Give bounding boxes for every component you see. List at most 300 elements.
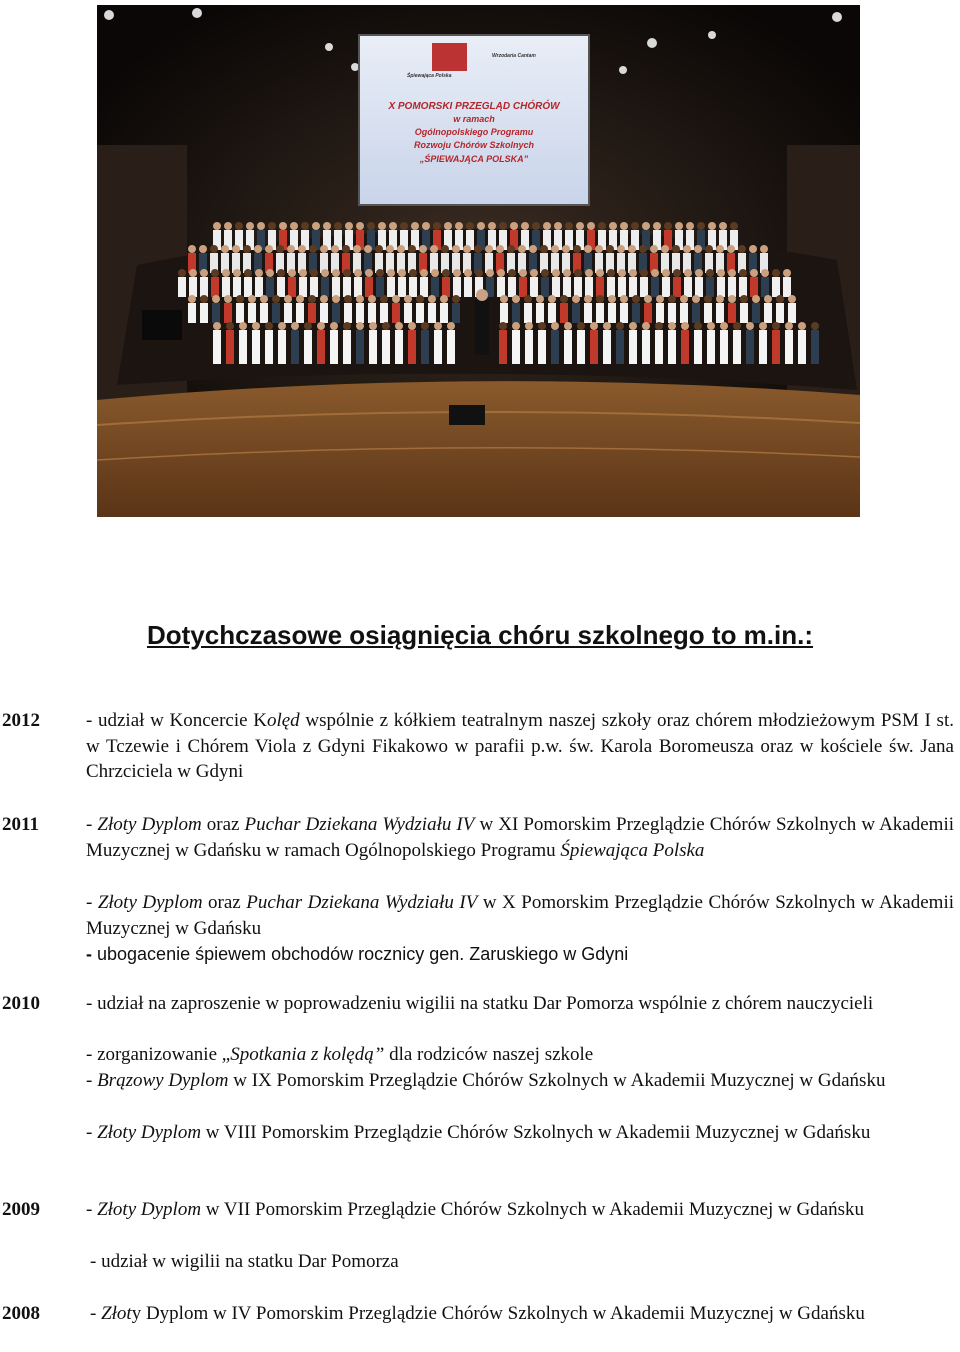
singer-figure xyxy=(776,303,784,323)
singer-head xyxy=(320,245,328,253)
singer-head xyxy=(422,222,430,230)
singer-figure xyxy=(783,277,791,297)
singer-head xyxy=(278,322,286,330)
singer-head xyxy=(727,245,735,253)
singer-figure xyxy=(720,330,728,364)
singer-head xyxy=(323,222,331,230)
singer-figure xyxy=(629,277,637,297)
singer-head xyxy=(287,245,295,253)
singer-figure xyxy=(552,277,560,297)
singer-head xyxy=(708,222,716,230)
singer-figure xyxy=(572,303,580,323)
achievement-text: dla rodziców naszej szkole xyxy=(384,1044,594,1065)
achievement-text: - xyxy=(86,814,98,835)
achievement-item xyxy=(86,1120,954,1146)
singer-head xyxy=(739,269,747,277)
singer-head xyxy=(398,269,406,277)
singer-head xyxy=(662,269,670,277)
singer-figure xyxy=(759,330,767,364)
singer-head xyxy=(650,245,658,253)
singer-head xyxy=(577,322,585,330)
singer-figure xyxy=(330,330,338,364)
singer-head xyxy=(334,222,342,230)
singer-figure xyxy=(332,277,340,297)
singer-head xyxy=(518,245,526,253)
singer-head xyxy=(477,222,485,230)
achievement-text: - xyxy=(86,1070,98,1091)
singer-head xyxy=(716,245,724,253)
singer-head xyxy=(367,222,375,230)
singer-head xyxy=(584,245,592,253)
singer-head xyxy=(521,222,529,230)
achievement-emphasis: Złoty Dyplom xyxy=(97,814,202,835)
singer-figure xyxy=(548,303,556,323)
singer-head xyxy=(310,269,318,277)
singer-figure xyxy=(620,303,628,323)
singer-figure xyxy=(365,277,373,297)
achievement-text: - udział w Koncercie K xyxy=(86,710,267,731)
singer-figure xyxy=(764,303,772,323)
singer-head xyxy=(260,295,268,303)
singer-head xyxy=(603,322,611,330)
singer-figure xyxy=(296,303,304,323)
singer-head xyxy=(639,245,647,253)
singer-head xyxy=(694,245,702,253)
singer-head xyxy=(309,245,317,253)
achievement-text: w IX Pomorskim Przeglądzie Chórów Szkolnych w Akademii Muzycznej w Gdańsku xyxy=(228,1070,886,1091)
singer-figure xyxy=(603,330,611,364)
achievement-text: - xyxy=(90,1303,102,1324)
concert-hall-illustration xyxy=(97,5,860,517)
singer-head xyxy=(675,222,683,230)
singer-figure xyxy=(408,330,416,364)
singer-head xyxy=(642,322,650,330)
singer-head xyxy=(226,322,234,330)
singer-head xyxy=(499,222,507,230)
singer-head xyxy=(740,295,748,303)
singer-head xyxy=(475,269,483,277)
singer-head xyxy=(365,269,373,277)
singer-head xyxy=(684,269,692,277)
singer-head xyxy=(738,245,746,253)
singer-figure xyxy=(642,330,650,364)
singer-head xyxy=(661,245,669,253)
singer-figure xyxy=(288,277,296,297)
singer-head xyxy=(525,322,533,330)
screen-logo-left: Śpiewająca Polska xyxy=(407,73,452,79)
singer-head xyxy=(694,322,702,330)
singer-head xyxy=(298,245,306,253)
singer-figure xyxy=(343,330,351,364)
singer-head xyxy=(707,322,715,330)
singer-head xyxy=(692,295,700,303)
singer-figure xyxy=(236,303,244,323)
singer-head xyxy=(618,269,626,277)
achievement-text: wspólnie z kółkiem teatralnym naszej szkoły oraz chórem młodzieżowym PSM I st. w Tczewie i Chórem Viola z Gdyni Fikakowo w parafii p.w. św. Karola Boromeusza oraz w kościele św. Jana Chrzciciela w Gdyni xyxy=(86,710,954,782)
singer-figure xyxy=(788,303,796,323)
singer-head xyxy=(452,295,460,303)
singer-head xyxy=(345,222,353,230)
singer-figure xyxy=(368,303,376,323)
achievement-text: - xyxy=(86,1199,98,1220)
singer-figure xyxy=(447,330,455,364)
singer-figure xyxy=(692,303,700,323)
year-label: 2011 xyxy=(2,814,39,835)
singer-head xyxy=(397,245,405,253)
achievement-item xyxy=(90,1249,958,1275)
achievement-text: - udział w wigilii na statku Dar Pomorza xyxy=(90,1251,399,1272)
singer-head xyxy=(730,222,738,230)
singer-figure xyxy=(607,277,615,297)
singer-head xyxy=(590,322,598,330)
singer-figure xyxy=(728,277,736,297)
singer-head xyxy=(719,222,727,230)
achievement-emphasis: olęd xyxy=(266,710,300,731)
achievement-emphasis: Złoty Dyplom xyxy=(97,892,203,913)
achievement-text: w VIII Pomorskim Przeglądzie Chórów Szkolnych w Akademii Muzycznej w Gdańsku xyxy=(201,1122,871,1143)
singer-head xyxy=(244,269,252,277)
singer-head xyxy=(616,322,624,330)
singer-head xyxy=(200,295,208,303)
singer-figure xyxy=(680,303,688,323)
singer-head xyxy=(380,295,388,303)
singer-head xyxy=(308,295,316,303)
singer-head xyxy=(631,222,639,230)
singer-figure xyxy=(277,277,285,297)
singer-head xyxy=(331,245,339,253)
singer-figure xyxy=(387,277,395,297)
achievement-item xyxy=(86,1042,954,1068)
singer-figure xyxy=(453,277,461,297)
singer-head xyxy=(276,245,284,253)
achievement-text: ubogacenie śpiewem obchodów rocznicy gen. Zaruskiego w Gdyni xyxy=(97,944,629,964)
singer-head xyxy=(538,322,546,330)
singer-head xyxy=(474,245,482,253)
singer-head xyxy=(572,295,580,303)
singer-head xyxy=(353,245,361,253)
singer-head xyxy=(629,322,637,330)
achievement-text: - xyxy=(86,892,98,913)
singer-head xyxy=(344,295,352,303)
singer-figure xyxy=(398,277,406,297)
singer-head xyxy=(369,322,377,330)
singer-figure xyxy=(272,303,280,323)
singer-figure xyxy=(343,277,351,297)
achievement-text: - zorganizowanie „ xyxy=(86,1044,231,1065)
singer-figure xyxy=(299,277,307,297)
singer-head xyxy=(653,222,661,230)
singer-head xyxy=(552,269,560,277)
singer-head xyxy=(574,269,582,277)
singer-figure xyxy=(332,303,340,323)
singer-head xyxy=(252,322,260,330)
singer-figure xyxy=(200,303,208,323)
singer-head xyxy=(254,245,262,253)
singer-head xyxy=(617,245,625,253)
singer-figure xyxy=(577,330,585,364)
stage-speaker xyxy=(449,405,485,425)
singer-head xyxy=(705,245,713,253)
singer-head xyxy=(411,222,419,230)
singer-head xyxy=(343,269,351,277)
singer-figure xyxy=(707,330,715,364)
singer-head xyxy=(444,222,452,230)
singer-figure xyxy=(681,330,689,364)
singer-head xyxy=(551,245,559,253)
singer-figure xyxy=(519,277,527,297)
singer-head xyxy=(598,222,606,230)
singer-head xyxy=(629,269,637,277)
singer-head xyxy=(321,269,329,277)
achievement-item xyxy=(86,991,954,1017)
singer-figure xyxy=(564,330,572,364)
singer-figure xyxy=(530,277,538,297)
singer-figure xyxy=(356,303,364,323)
singer-figure xyxy=(211,277,219,297)
singer-head xyxy=(248,295,256,303)
singer-head xyxy=(428,295,436,303)
singer-figure xyxy=(673,277,681,297)
singer-head xyxy=(564,322,572,330)
singer-head xyxy=(540,245,548,253)
singer-head xyxy=(409,269,417,277)
singer-figure xyxy=(226,330,234,364)
singer-head xyxy=(277,269,285,277)
achievement-item xyxy=(86,1068,954,1094)
singer-figure xyxy=(222,277,230,297)
page-heading: Dotychczasowe osiągnięcia chóru szkolnego to m.in.: xyxy=(146,620,814,650)
singer-figure xyxy=(524,303,532,323)
singer-figure xyxy=(656,303,664,323)
singer-head xyxy=(189,269,197,277)
singer-figure xyxy=(442,277,450,297)
singer-head xyxy=(668,322,676,330)
singer-head xyxy=(188,245,196,253)
singer-head xyxy=(447,322,455,330)
singer-figure xyxy=(189,277,197,297)
achievement-emphasis: Puchar Dziekana Wydziału IV xyxy=(244,814,475,835)
screen-line-1: X POMORSKI PRZEGLĄD CHÓRÓW xyxy=(388,101,560,112)
singer-head xyxy=(354,269,362,277)
singer-figure xyxy=(320,303,328,323)
singer-figure xyxy=(668,303,676,323)
singer-head xyxy=(239,322,247,330)
singer-head xyxy=(288,269,296,277)
singer-head xyxy=(749,245,757,253)
singer-head xyxy=(548,295,556,303)
achievement-text: w X Pomorskim Przeglądzie Chórów Szkolnych w Akademii Muzycznej w Gdańsku xyxy=(86,892,955,939)
achievement-text: y Dyplom w IV Pomorskim Przeglądzie Chórów Szkolnych w Akademii Muzycznej w Gdańsku xyxy=(131,1303,865,1324)
singer-head xyxy=(759,322,767,330)
singer-figure xyxy=(761,277,769,297)
singer-figure xyxy=(590,330,598,364)
singer-head xyxy=(585,269,593,277)
singer-head xyxy=(200,269,208,277)
singer-figure xyxy=(512,303,520,323)
singer-head xyxy=(655,322,663,330)
singer-head xyxy=(573,245,581,253)
singer-head xyxy=(609,222,617,230)
singer-head xyxy=(299,269,307,277)
singer-figure xyxy=(585,277,593,297)
singer-head xyxy=(408,245,416,253)
achievement-text: w XI Pomorskim Przeglądzie Chórów Szkolnych w Akademii Muzycznej w Gdańsku w ramach Ogólnopolskiego Programu xyxy=(86,814,954,861)
singer-head xyxy=(356,322,364,330)
singer-figure xyxy=(431,277,439,297)
singer-figure xyxy=(308,303,316,323)
singer-head xyxy=(510,222,518,230)
singer-figure xyxy=(618,277,626,297)
singer-head xyxy=(673,269,681,277)
singer-head xyxy=(236,295,244,303)
singer-head xyxy=(681,322,689,330)
singer-figure xyxy=(499,330,507,364)
singer-figure xyxy=(632,303,640,323)
singer-figure xyxy=(616,330,624,364)
singer-figure xyxy=(706,277,714,297)
singer-head xyxy=(595,245,603,253)
singer-head xyxy=(452,245,460,253)
singer-head xyxy=(213,222,221,230)
singer-figure xyxy=(739,277,747,297)
singer-head xyxy=(376,269,384,277)
singer-figure xyxy=(260,303,268,323)
singer-head xyxy=(576,222,584,230)
singer-figure xyxy=(265,330,273,364)
singer-head xyxy=(563,269,571,277)
singer-head xyxy=(496,245,504,253)
singer-figure xyxy=(497,277,505,297)
singer-figure xyxy=(200,277,208,297)
singer-head xyxy=(265,245,273,253)
singer-head xyxy=(499,322,507,330)
singer-figure xyxy=(629,330,637,364)
achievement-text: oraz xyxy=(202,892,247,913)
singer-figure xyxy=(596,303,604,323)
achievement-dash: - xyxy=(86,944,97,964)
singer-figure xyxy=(746,330,754,364)
singer-head xyxy=(199,245,207,253)
achievement-emphasis: Spotkania z kolędą” xyxy=(230,1044,385,1065)
screen-logo xyxy=(432,43,467,71)
singer-figure xyxy=(304,330,312,364)
singer-head xyxy=(266,269,274,277)
singer-head xyxy=(421,322,429,330)
singer-figure xyxy=(369,330,377,364)
singer-figure xyxy=(704,303,712,323)
singer-head xyxy=(433,222,441,230)
singer-head xyxy=(441,245,449,253)
conductor-figure xyxy=(475,300,489,355)
singer-head xyxy=(257,222,265,230)
singer-figure xyxy=(255,277,263,297)
singer-head xyxy=(404,295,412,303)
singer-head xyxy=(364,245,372,253)
singer-figure xyxy=(440,303,448,323)
singer-head xyxy=(213,322,221,330)
singer-head xyxy=(455,222,463,230)
singer-head xyxy=(746,322,754,330)
singer-figure xyxy=(785,330,793,364)
singer-head xyxy=(704,295,712,303)
choir-concert-photo xyxy=(97,5,860,517)
singer-figure xyxy=(551,330,559,364)
singer-head xyxy=(608,295,616,303)
singer-head xyxy=(224,222,232,230)
singer-figure xyxy=(317,330,325,364)
singer-head xyxy=(788,295,796,303)
singer-figure xyxy=(344,303,352,323)
singer-figure xyxy=(382,330,390,364)
achievement-emphasis: Puchar Dziekana Wydziału IV xyxy=(246,892,478,913)
singer-head xyxy=(265,322,273,330)
singer-figure xyxy=(452,303,460,323)
singer-figure xyxy=(428,303,436,323)
singer-head xyxy=(221,245,229,253)
singer-head xyxy=(596,295,604,303)
singer-head xyxy=(416,295,424,303)
singer-figure xyxy=(644,303,652,323)
singer-figure xyxy=(733,330,741,364)
singer-head xyxy=(389,222,397,230)
piano xyxy=(142,310,182,340)
singer-head xyxy=(343,322,351,330)
singer-head xyxy=(562,245,570,253)
singer-head xyxy=(752,295,760,303)
singer-figure xyxy=(662,277,670,297)
singer-head xyxy=(222,269,230,277)
achievement-item xyxy=(86,708,954,785)
singer-figure xyxy=(244,277,252,297)
singer-head xyxy=(332,269,340,277)
singer-head xyxy=(772,322,780,330)
singer-figure xyxy=(500,303,508,323)
achievement-emphasis: Złoty Dyplom xyxy=(97,1122,202,1143)
singer-head xyxy=(356,222,364,230)
year-label: 2009 xyxy=(2,1199,40,1220)
singer-figure xyxy=(416,303,424,323)
singer-head xyxy=(304,322,312,330)
singer-head xyxy=(387,269,395,277)
singer-head xyxy=(716,295,724,303)
singer-head xyxy=(235,222,243,230)
singer-head xyxy=(332,295,340,303)
singer-figure xyxy=(409,277,417,297)
singer-head xyxy=(342,245,350,253)
singer-head xyxy=(268,222,276,230)
singer-head xyxy=(430,245,438,253)
singer-figure xyxy=(239,330,247,364)
screen-line-2: w ramach xyxy=(453,114,495,124)
singer-figure xyxy=(563,277,571,297)
singer-head xyxy=(320,295,328,303)
singer-figure xyxy=(321,277,329,297)
singer-figure xyxy=(694,330,702,364)
achievement-item xyxy=(86,812,954,863)
singer-head xyxy=(664,222,672,230)
singer-figure xyxy=(310,277,318,297)
singer-head xyxy=(596,269,604,277)
singer-head xyxy=(541,269,549,277)
singer-head xyxy=(640,269,648,277)
singer-head xyxy=(497,269,505,277)
singer-head xyxy=(486,269,494,277)
singer-head xyxy=(620,222,628,230)
singer-figure xyxy=(252,330,260,364)
singer-head xyxy=(761,269,769,277)
singer-figure xyxy=(640,277,648,297)
singer-figure xyxy=(392,303,400,323)
